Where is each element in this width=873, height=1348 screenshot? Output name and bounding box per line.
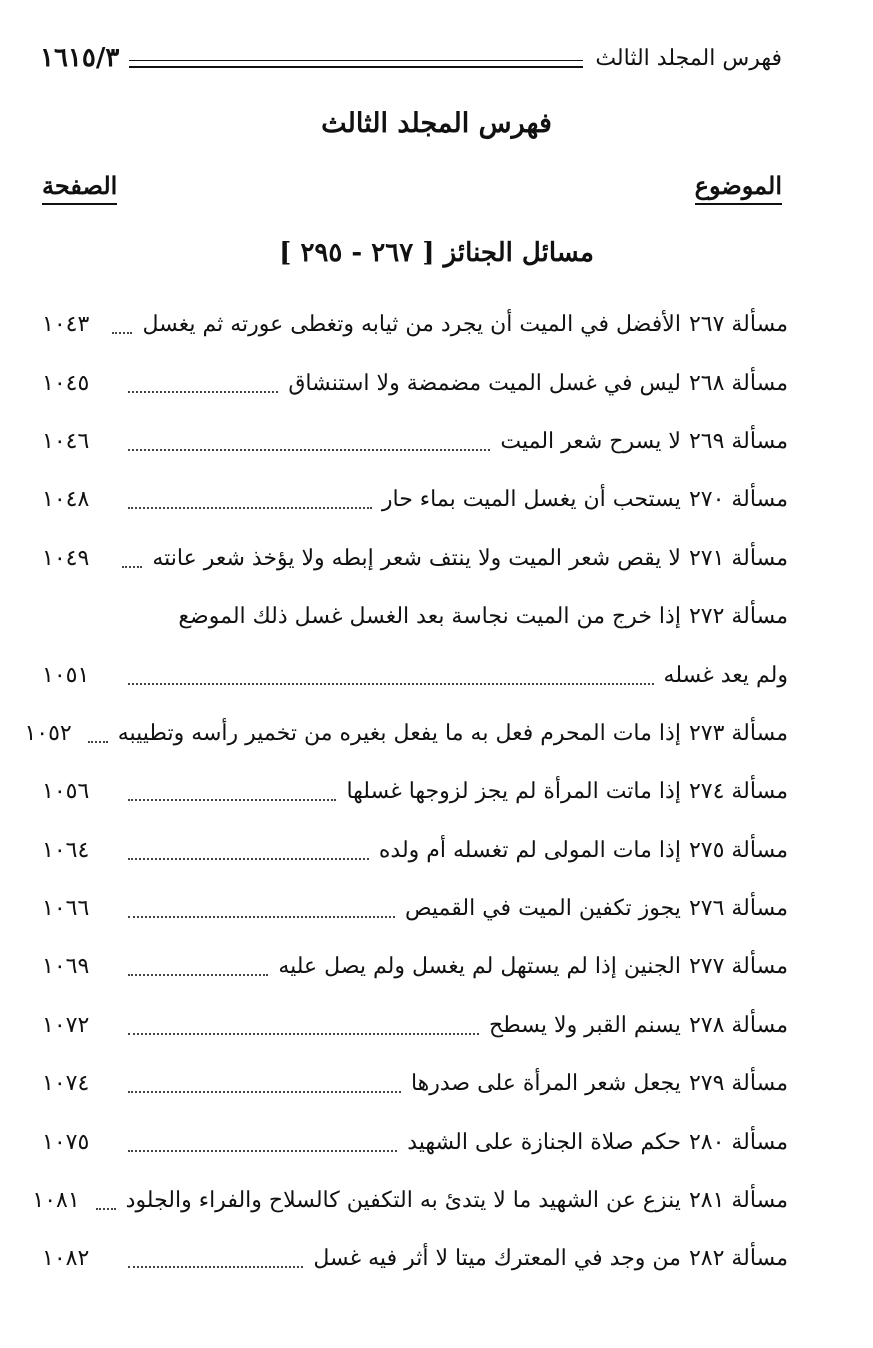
entry-page: ١٠٤٦ <box>42 428 90 454</box>
entry-label: مسألة ٢٧٦ <box>688 896 788 922</box>
entry-label: مسألة ٢٦٨ <box>688 370 788 396</box>
entry-text: لا يسرح شعر الميت <box>500 428 681 454</box>
entry-label: مسألة ٢٧٧ <box>688 954 788 980</box>
toc-entry <box>42 822 788 880</box>
entry-text: إذا مات المولى لم تغسله أم ولده <box>378 837 681 863</box>
page-number: ١٦١٥/٣ <box>40 43 120 73</box>
toc-entry <box>42 880 788 938</box>
leader-dots <box>128 1091 401 1093</box>
entry-text: ولم يعد غسله <box>663 662 788 688</box>
entry-text: من وجد في المعترك ميتا لا أثر فيه غسل <box>313 1246 681 1272</box>
entry-page: ١٠٥٦ <box>42 779 90 805</box>
running-header <box>40 38 782 78</box>
leader-dots <box>88 741 108 743</box>
entry-text: ينزع عن الشهيد ما لا يتدئ به التكفين كالسلاح والفراء والجلود <box>125 1188 681 1214</box>
entry-label: مسألة ٢٦٧ <box>688 312 788 338</box>
leader-dots <box>128 507 372 509</box>
entry-page: ١٠٤٨ <box>42 487 90 513</box>
entry-label: مسألة ٢٨١ <box>688 1188 788 1214</box>
leader-dots <box>128 1266 303 1268</box>
entry-text: الأفضل في الميت أن يجرد من ثيابه وتغطى عورته ثم يغسل <box>142 312 681 338</box>
entry-label: مسألة ٢٧٠ <box>688 487 788 513</box>
leader-dots <box>128 449 490 451</box>
entry-page: ١٠٥٢ <box>24 720 72 746</box>
entry-label: مسألة ٢٧٩ <box>688 1071 788 1097</box>
leader-dots <box>128 916 395 918</box>
leader-dots <box>128 1150 397 1152</box>
entry-page: ١٠٧٤ <box>42 1071 90 1097</box>
toc-entry <box>42 1113 788 1171</box>
entry-page: ١٠٤٣ <box>42 312 90 338</box>
page-title: فهرس المجلد الثالث <box>321 108 552 139</box>
entry-text: إذا خرج من الميت نجاسة بعد الغسل غسل ذلك الموضع <box>178 604 681 630</box>
entry-page: ١٠٨١ <box>32 1188 80 1214</box>
toc-entry <box>42 413 788 471</box>
leader-dots <box>122 566 142 568</box>
toc-entry <box>42 1230 788 1288</box>
section-heading: مسائل الجنائز [ ٢٦٧ - ٢٩٥ ] <box>279 238 594 268</box>
entry-text: حكم صلاة الجنازة على الشهيد <box>407 1129 681 1155</box>
entry-label: مسألة ٢٧٤ <box>688 779 788 805</box>
toc-entry <box>32 1172 788 1230</box>
entry-page: ١٠٧٢ <box>42 1012 90 1038</box>
toc-entry-continuation <box>42 646 788 704</box>
entry-page: ١٠٦٩ <box>42 954 90 980</box>
entry-label: مسألة ٢٧٥ <box>688 837 788 863</box>
running-header-title: فهرس المجلد الثالث <box>595 45 782 71</box>
toc-entry <box>42 1055 788 1113</box>
entry-text: يجوز تكفين الميت في القميص <box>404 896 681 922</box>
entry-text: إذا ماتت المرأة لم يجز لزوجها غسلها <box>346 779 681 805</box>
entry-text: ليس في غسل الميت مضمضة ولا استنشاق <box>288 370 681 396</box>
page-column-header: الصفحة <box>42 170 117 205</box>
header-rule <box>129 60 583 68</box>
entry-page: ١٠٤٩ <box>42 545 90 571</box>
toc-entry <box>24 705 788 763</box>
leader-dots <box>128 858 369 860</box>
entry-label: مسألة ٢٧١ <box>688 545 788 571</box>
toc-entry <box>42 296 788 354</box>
leader-dots <box>128 391 278 393</box>
entry-text: يسنم القبر ولا يسطح <box>489 1012 681 1038</box>
entry-label: مسألة ٢٧٣ <box>688 720 788 746</box>
leader-dots <box>128 1033 479 1035</box>
toc-entry <box>42 354 788 412</box>
leader-dots <box>128 683 654 685</box>
entry-label: مسألة ٢٧٢ <box>688 604 788 630</box>
leader-dots <box>128 974 268 976</box>
toc-entry <box>42 588 788 646</box>
entry-text: لا يقص شعر الميت ولا ينتف شعر إبطه ولا يؤخذ شعر عانته <box>152 545 681 571</box>
toc-entry <box>42 763 788 821</box>
entry-text: الجنين إذا لم يستهل لم يغسل ولم يصل عليه <box>278 954 681 980</box>
column-headers <box>42 170 782 205</box>
entry-page: ١٠٥١ <box>42 662 90 688</box>
toc-entry <box>42 938 788 996</box>
leader-dots <box>96 1208 116 1210</box>
entry-page: ١٠٦٤ <box>42 837 90 863</box>
entry-label: مسألة ٢٦٩ <box>688 428 788 454</box>
entry-page: ١٠٧٥ <box>42 1129 90 1155</box>
leader-dots <box>112 332 132 334</box>
entry-label: مسألة ٢٨٠ <box>688 1129 788 1155</box>
toc-entry <box>42 471 788 529</box>
toc-entry <box>42 997 788 1055</box>
entry-page: ١٠٦٦ <box>42 896 90 922</box>
entry-page: ١٠٨٢ <box>42 1246 90 1272</box>
entry-label: مسألة ٢٧٨ <box>688 1012 788 1038</box>
toc-entry <box>42 530 788 588</box>
topic-column-header: الموضوع <box>695 170 782 205</box>
entry-label: مسألة ٢٨٢ <box>688 1246 788 1272</box>
entry-text: إذا مات المحرم فعل به ما يفعل بغيره من تخمير رأسه وتطييبه <box>117 720 681 746</box>
entry-page: ١٠٤٥ <box>42 370 90 396</box>
leader-dots <box>128 799 336 801</box>
toc-list <box>24 296 788 1289</box>
entry-text: يجعل شعر المرأة على صدرها <box>410 1071 681 1097</box>
entry-text: يستحب أن يغسل الميت بماء حار <box>381 487 681 513</box>
